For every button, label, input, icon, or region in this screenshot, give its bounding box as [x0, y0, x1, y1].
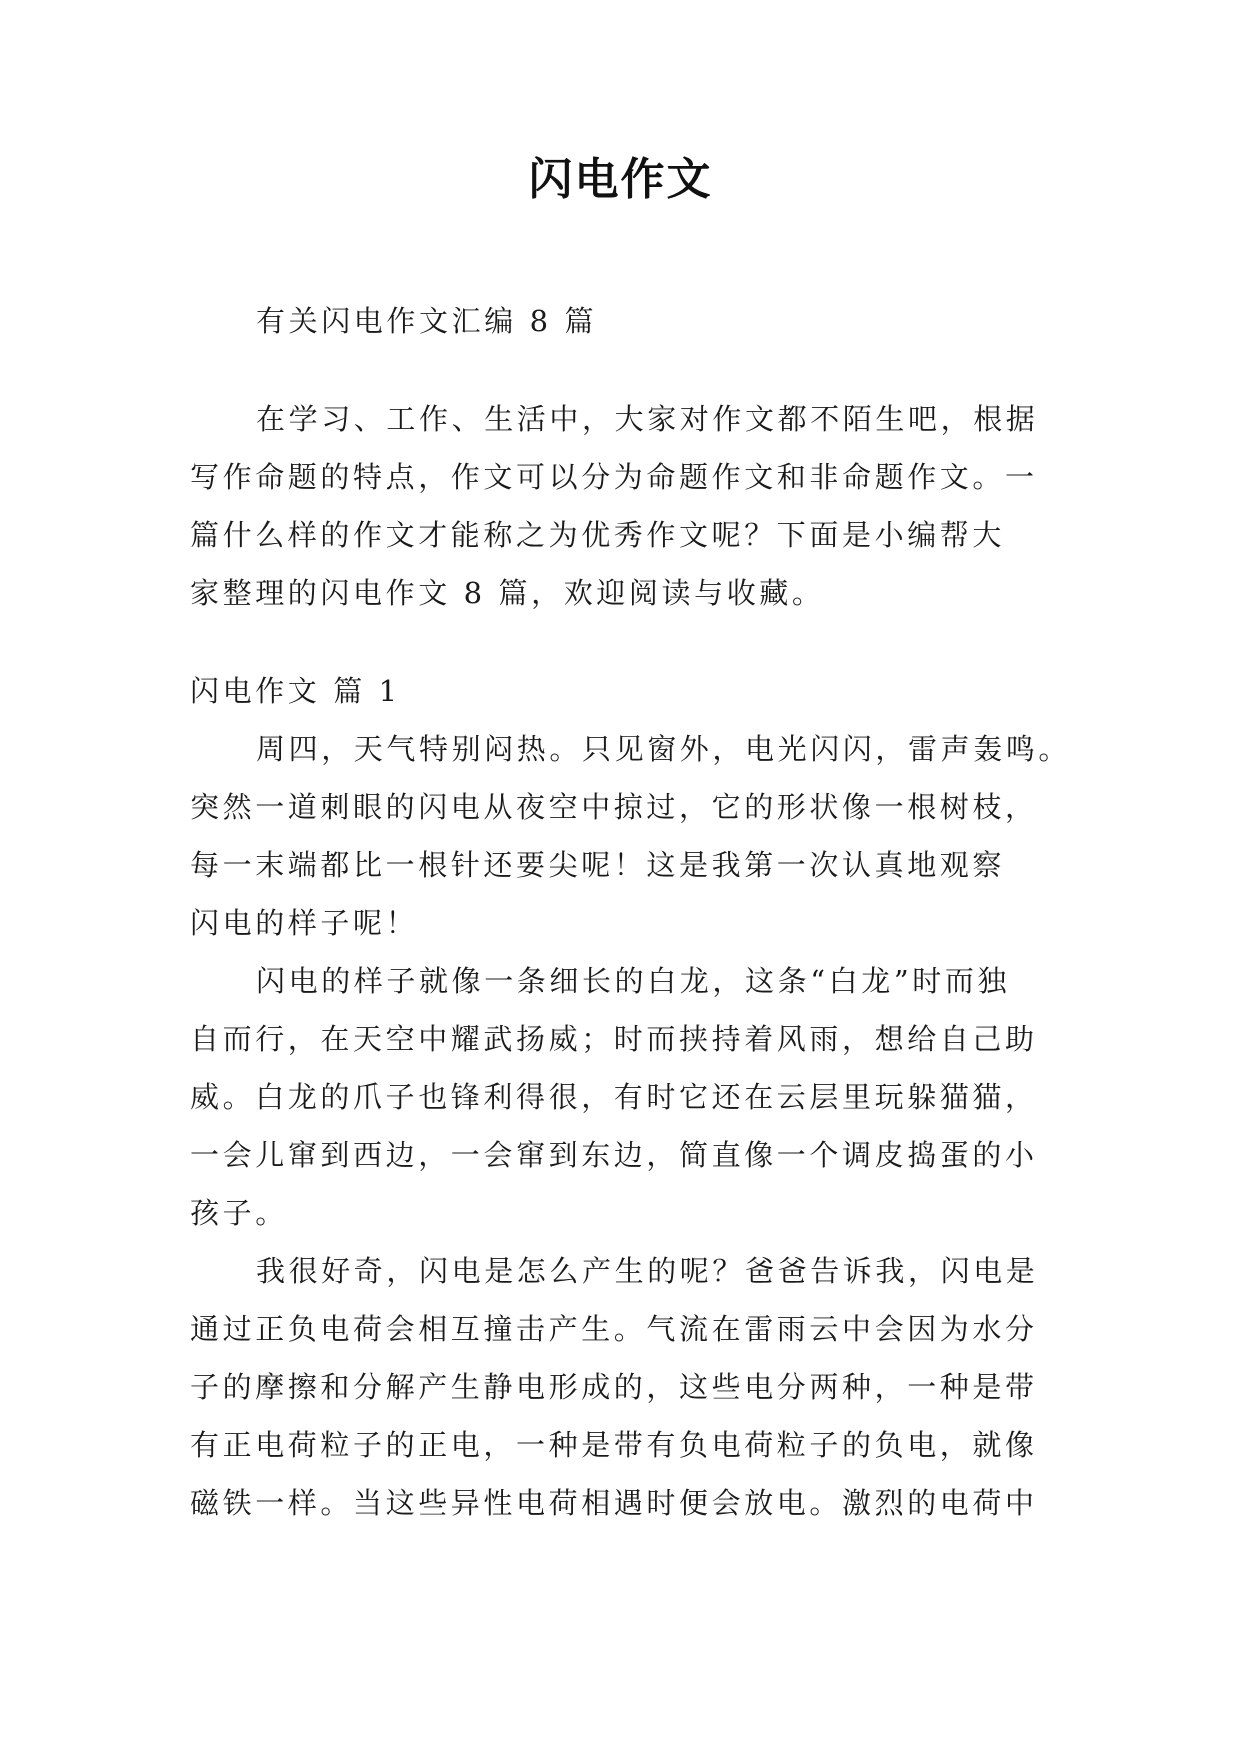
- intro-paragraph: [190, 390, 1050, 622]
- text-line: 篇什么样的作文才能称之为优秀作文呢？下面是小编帮大: [190, 518, 1006, 552]
- body-paragraph-1: [190, 720, 1072, 952]
- document-body: [190, 292, 1072, 1532]
- body-paragraph-2: [190, 952, 1050, 1242]
- text-line: 磁铁一样。当这些异性电荷相遇时便会放电。激烈的电荷中: [190, 1486, 1038, 1520]
- section-heading: 闪电作文 篇 1: [190, 674, 401, 708]
- text-line: 有正电荷粒子的正电，一种是带有负电荷粒子的负电，就像: [190, 1428, 1038, 1462]
- text-line: 孩子。: [190, 1196, 288, 1230]
- spacer: [190, 350, 1050, 390]
- text-line: 威。白龙的爪子也锋利得很，有时它还在云层里玩躲猫猫，: [190, 1080, 1038, 1114]
- text-line: 一会儿窜到西边，一会窜到东边，简直像一个调皮捣蛋的小: [190, 1138, 1038, 1172]
- spacer: [190, 622, 1050, 662]
- body-paragraph-3: [190, 1242, 1050, 1532]
- text-line: 突然一道刺眼的闪电从夜空中掠过，它的形状像一根树枝，: [190, 790, 1038, 824]
- text-line: 家整理的闪电作文 8 篇，欢迎阅读与收藏。: [190, 576, 825, 610]
- text-line: 通过正负电荷会相互撞击产生。气流在雷雨云中会因为水分: [190, 1312, 1038, 1346]
- text-line: 每一末端都比一根针还要尖呢！这是我第一次认真地观察: [190, 848, 1006, 882]
- text-line: 在学习、工作、生活中，大家对作文都不陌生吧，根据: [256, 402, 1039, 436]
- text-line: 闪电的样子呢！: [190, 906, 419, 940]
- text-line: 写作命题的特点，作文可以分为命题作文和非命题作文。一: [190, 460, 1038, 494]
- document-title: 闪电作文: [528, 154, 713, 205]
- text-line: 闪电的样子就像一条细长的白龙，这条“白龙”时而独: [256, 964, 1011, 998]
- text-line: 我很好奇，闪电是怎么产生的呢？爸爸告诉我，闪电是: [256, 1254, 1039, 1288]
- text-line: 周四，天气特别闷热。只见窗外，电光闪闪，雷声轰鸣。: [256, 732, 1072, 766]
- document-subtitle: 有关闪电作文汇编 8 篇: [256, 304, 598, 338]
- text-line: 自而行，在天空中耀武扬威；时而挟持着风雨，想给自己助: [190, 1022, 1038, 1056]
- text-line: 子的摩擦和分解产生静电形成的，这些电分两种，一种是带: [190, 1370, 1038, 1404]
